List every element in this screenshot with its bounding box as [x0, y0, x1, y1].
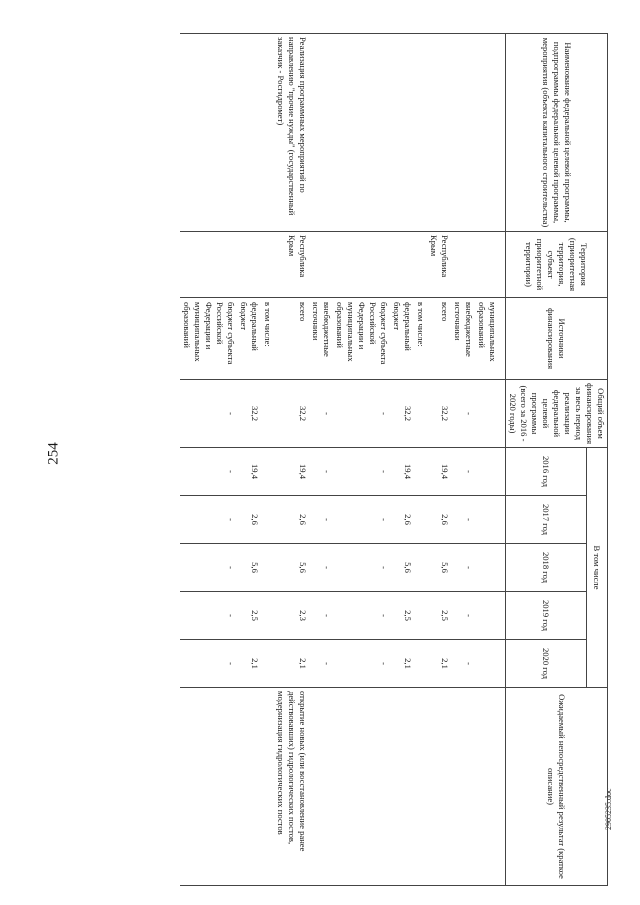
- cell-2016: -: [333, 448, 390, 496]
- cell-name: Реализация программных мероприятий по направлению "прочие нужды" (государственный заказчик - Росгидромет): [274, 34, 309, 232]
- cell-2019: 2,5: [237, 592, 261, 640]
- cell-name: [309, 34, 333, 232]
- cell-result: [333, 688, 390, 886]
- cell-2020: 2,1: [427, 640, 451, 688]
- cell-2019: 2,3: [274, 592, 309, 640]
- cell-2016: -: [180, 448, 237, 496]
- cell-territory: [414, 232, 427, 298]
- cell-2019: -: [180, 592, 237, 640]
- cell-territory: [261, 232, 274, 298]
- cell-name: [180, 34, 237, 232]
- cell-2018: [261, 544, 274, 592]
- table-row: [427, 34, 451, 886]
- header-year-2018: 2018 год: [506, 544, 587, 592]
- table-row: [309, 34, 333, 886]
- cell-territory: [180, 232, 237, 298]
- file-id: 2905235.doc: [604, 788, 613, 830]
- cell-total: -: [333, 380, 390, 448]
- cell-2016: 19,4: [237, 448, 261, 496]
- cell-2020: [475, 640, 499, 688]
- cell-name: [427, 34, 451, 232]
- cell-2017: 2,6: [274, 496, 309, 544]
- cell-2020: 2,1: [274, 640, 309, 688]
- cell-2018: 5,6: [274, 544, 309, 592]
- table-row: [475, 34, 499, 886]
- cell-2017: 2,6: [427, 496, 451, 544]
- cell-name: [414, 34, 427, 232]
- cell-territory: [237, 232, 261, 298]
- cell-source: федеральный бюджет: [390, 298, 414, 380]
- cell-name: [475, 34, 499, 232]
- cell-source: в том числе:: [414, 298, 427, 380]
- table-row: [274, 34, 309, 886]
- cell-2018: -: [180, 544, 237, 592]
- cell-result: [414, 688, 427, 886]
- cell-source: бюджет субъекта Российской Федерации и муниципальных образований: [333, 298, 390, 380]
- cell-territory: [390, 232, 414, 298]
- cell-result: [475, 688, 499, 886]
- cell-total: -: [309, 380, 333, 448]
- cell-2017: -: [451, 496, 475, 544]
- cell-2020: [261, 640, 274, 688]
- cell-2018: 5,6: [237, 544, 261, 592]
- cell-total: 32,2: [390, 380, 414, 448]
- financing-table: [180, 33, 608, 886]
- cell-2016: [414, 448, 427, 496]
- cell-total: -: [451, 380, 475, 448]
- spacer-row: [499, 34, 506, 886]
- header-including: В том числе: [586, 448, 607, 688]
- cell-2018: -: [451, 544, 475, 592]
- header-name: Наименование федеральной целевой программы, подпрограммы федеральной целевой программы, мероприятия (объекта капитального строительства): [506, 34, 608, 232]
- cell-2016: -: [451, 448, 475, 496]
- cell-2020: -: [180, 640, 237, 688]
- cell-result: [390, 688, 414, 886]
- table-row: [414, 34, 427, 886]
- cell-name: [390, 34, 414, 232]
- cell-source: внебюджетные источники: [451, 298, 475, 380]
- cell-territory: [475, 232, 499, 298]
- cell-2016: [261, 448, 274, 496]
- cell-result: [309, 688, 333, 886]
- cell-territory: Республика Крым: [427, 232, 451, 298]
- cell-2017: 2,6: [237, 496, 261, 544]
- cell-source: муниципальных образований: [475, 298, 499, 380]
- cell-2020: 2,1: [237, 640, 261, 688]
- cell-total: 32,2: [237, 380, 261, 448]
- header-result: Ожидаемый непосредственный результат (краткое описание): [506, 688, 608, 886]
- rotated-table-container: [74, 33, 608, 885]
- cell-result: [237, 688, 261, 886]
- header-year-2017: 2017 год: [506, 496, 587, 544]
- cell-2019: -: [451, 592, 475, 640]
- cell-source: внебюджетные источники: [309, 298, 333, 380]
- header-territory: Территория (приоритетная территория, субъект приоритетной территории): [506, 232, 608, 298]
- cell-2017: -: [333, 496, 390, 544]
- cell-2017: -: [180, 496, 237, 544]
- cell-territory: [309, 232, 333, 298]
- table-row: [261, 34, 274, 886]
- cell-2019: 2,5: [390, 592, 414, 640]
- table-row: [390, 34, 414, 886]
- header-source: Источники финансирования: [506, 298, 608, 380]
- cell-source: всего: [427, 298, 451, 380]
- cell-2016: 19,4: [427, 448, 451, 496]
- cell-territory: [333, 232, 390, 298]
- cell-2020: -: [333, 640, 390, 688]
- cell-2016: 19,4: [274, 448, 309, 496]
- header-total: Общий объем финансирования за весь период реализации федеральной целевой программы (всего за 2016 - 2020 годы): [506, 380, 608, 448]
- cell-2020: -: [451, 640, 475, 688]
- table-row: [451, 34, 475, 886]
- cell-result: [261, 688, 274, 886]
- cell-source: федеральный бюджет: [237, 298, 261, 380]
- cell-total: 32,2: [274, 380, 309, 448]
- cell-name: [451, 34, 475, 232]
- header-year-2016: 2016 год: [506, 448, 587, 496]
- page-number: 254: [45, 442, 62, 465]
- cell-2019: -: [309, 592, 333, 640]
- cell-name: [333, 34, 390, 232]
- cell-total: [261, 380, 274, 448]
- cell-result: [451, 688, 475, 886]
- cell-total: -: [180, 380, 237, 448]
- cell-total: [475, 380, 499, 448]
- cell-2016: [475, 448, 499, 496]
- cell-source: всего: [274, 298, 309, 380]
- cell-2018: -: [309, 544, 333, 592]
- cell-2019: [414, 592, 427, 640]
- cell-2020: [414, 640, 427, 688]
- cell-total: [414, 380, 427, 448]
- cell-result: [427, 688, 451, 886]
- cell-2018: -: [333, 544, 390, 592]
- cell-total: 32,2: [427, 380, 451, 448]
- cell-2019: -: [333, 592, 390, 640]
- cell-2017: [475, 496, 499, 544]
- cell-name: [237, 34, 261, 232]
- cell-source: в том числе:: [261, 298, 274, 380]
- cell-2017: 2,6: [390, 496, 414, 544]
- cell-2018: 5,6: [390, 544, 414, 592]
- cell-name: [261, 34, 274, 232]
- cell-2018: [414, 544, 427, 592]
- table-row: [333, 34, 390, 886]
- cell-2020: 2,1: [390, 640, 414, 688]
- cell-source: бюджет субъекта Российской Федерации и муниципальных образований: [180, 298, 237, 380]
- cell-2019: [475, 592, 499, 640]
- cell-territory: [451, 232, 475, 298]
- cell-2016: 19,4: [390, 448, 414, 496]
- cell-2017: [261, 496, 274, 544]
- cell-2019: [261, 592, 274, 640]
- cell-2016: -: [309, 448, 333, 496]
- cell-result: [180, 688, 237, 886]
- cell-result: открытие новых (или восстановление ранее действовавших) гидрологических постов, модернизация гидрологических постов: [274, 688, 309, 886]
- header-year-2020: 2020 год: [506, 640, 587, 688]
- table-row: [180, 34, 237, 886]
- cell-2019: 2,5: [427, 592, 451, 640]
- cell-2017: -: [309, 496, 333, 544]
- cell-2018: [475, 544, 499, 592]
- cell-2020: -: [309, 640, 333, 688]
- cell-territory: Республика Крым: [274, 232, 309, 298]
- cell-2017: [414, 496, 427, 544]
- cell-2018: 5,6: [427, 544, 451, 592]
- table-row: [237, 34, 261, 886]
- header-year-2019: 2019 год: [506, 592, 587, 640]
